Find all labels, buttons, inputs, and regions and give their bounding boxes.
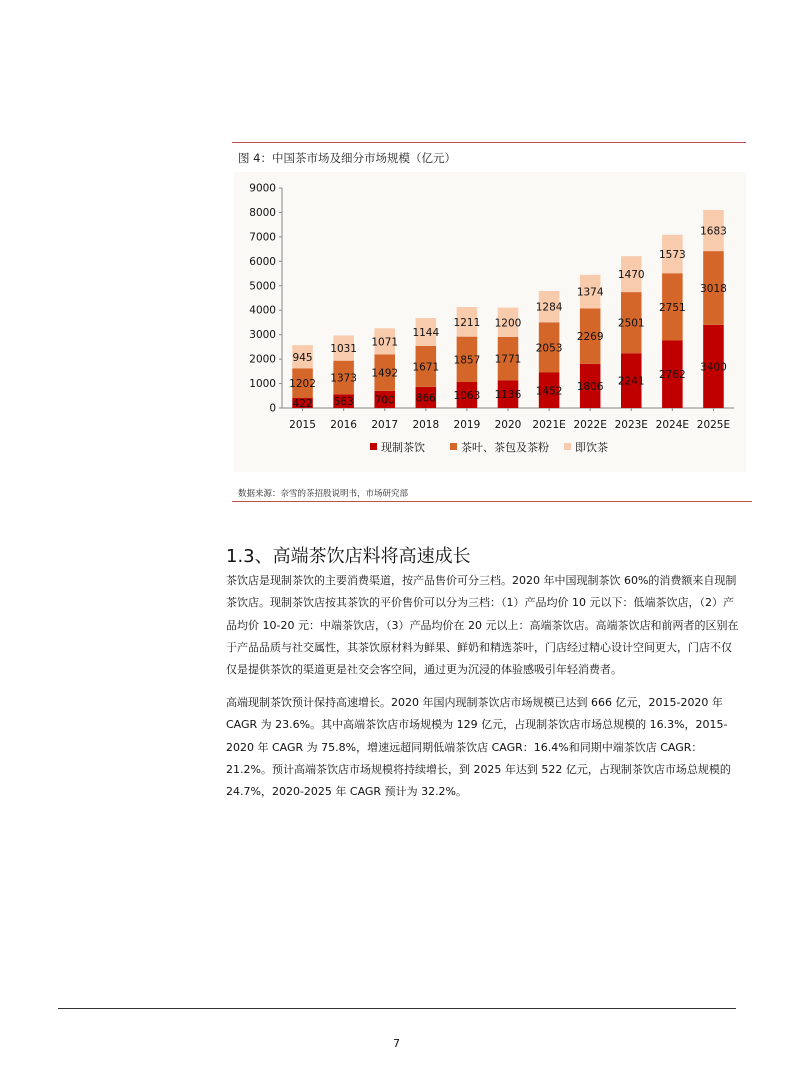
x-tick-label: 2018 (412, 419, 440, 431)
footer-rule (58, 1008, 736, 1009)
x-tick-label: 2020 (494, 419, 522, 431)
legend-label: 茶叶、茶包及茶粉 (461, 441, 549, 454)
paragraph-premium-growth: 高端现制茶饮预计保持高速增长。2020 年国内现制茶饮店市场规模已达到 666 亿元，2015-2020 年 CAGR 为 23.6%。其中高端茶饮店市场规模为 129 亿元，占现制茶饮店市场总规模的 16.3%，2015-2020 年 CAGR 为 75.8%，增速远超同期低端茶饮店 CAGR：16.4%和同期中端茶饮店 CAGR：21.2%。预计高端茶饮店市场规模将持续增长，到 2025 年达到 522 亿元，占现制茶饮店市场总规模的 24.7%，2020-2025 年 CAGR 预计为 32.2%。 (226, 696, 731, 799)
stacked-bar-chart (234, 172, 746, 472)
y-tick-label: 3000 (249, 329, 276, 342)
x-tick-label: 2025E (696, 419, 731, 431)
y-tick-label: 1000 (249, 378, 276, 391)
x-tick-label: 2023E (614, 419, 648, 431)
page-number: 7 (393, 1037, 400, 1050)
data-label: 1671 (412, 361, 440, 374)
data-label: 1452 (535, 385, 563, 398)
data-label: 2751 (658, 301, 686, 314)
data-label: 1373 (330, 372, 358, 385)
data-label: 1857 (453, 354, 481, 367)
data-label: 1771 (494, 353, 522, 366)
y-tick-label: 2000 (249, 353, 276, 366)
data-label: 2053 (535, 342, 563, 355)
paragraph-tea-shop-tiers: 茶饮店是现制茶饮的主要消费渠道，按产品售价可分三档。2020 年中国现制茶饮 60%的消费额来自现制茶饮店。现制茶饮店按其茶饮的平价售价可以分为三档：（1）产品均价 10 元以下：低端茶饮店，（2）产品均价 10-20 元：中端茶饮店，（3）产品均价在 20 元以上：高端茶饮店。高端茶饮店和前两者的区别在于产品品质与社交属性，其茶饮原材料为鲜果、鲜奶和精选茶叶，门店经过精心设计空间更大，门店不仅仅是提供茶饮的渠道更是社交会客空间，通过更为沉浸的体验感吸引年轻消费者。 (226, 574, 739, 677)
data-label: 1806 (576, 380, 604, 393)
data-label: 1202 (289, 377, 316, 390)
x-tick-label: 2016 (330, 419, 358, 431)
data-label: 2269 (576, 331, 604, 344)
data-label: 1284 (535, 301, 563, 314)
y-tick-label: 9000 (249, 182, 276, 195)
legend-swatch (450, 443, 457, 450)
y-tick-label: 8000 (249, 206, 276, 219)
data-label: 1683 (700, 225, 727, 238)
y-tick-label: 7000 (249, 231, 276, 244)
section-title: 1.3、高端茶饮店料将高速成长 (226, 546, 471, 567)
legend-label: 现制茶饮 (381, 441, 425, 454)
figure-title: 图 4：中国茶市场及细分市场规模（亿元） (238, 151, 456, 165)
figure-source: 数据来源：奈雪的茶招股说明书，市场研究部 (238, 489, 409, 499)
data-label: 1071 (371, 336, 399, 349)
legend-swatch (370, 443, 377, 450)
data-label: 2241 (617, 375, 645, 388)
x-tick-label: 2017 (371, 419, 399, 431)
data-label: 3018 (700, 283, 727, 296)
legend-label: 即饮茶 (575, 441, 608, 454)
data-label: 422 (292, 397, 313, 410)
data-label: 1211 (453, 316, 481, 329)
x-tick-label: 2022E (573, 419, 607, 431)
data-label: 1492 (371, 367, 399, 380)
data-label: 1136 (494, 389, 522, 402)
data-label: 1374 (576, 286, 604, 299)
y-tick-label: 0 (269, 402, 276, 415)
data-label: 945 (292, 351, 313, 364)
x-tick-label: 2015 (289, 419, 316, 431)
data-label: 1470 (617, 269, 645, 282)
data-label: 1200 (494, 317, 522, 330)
y-tick-label: 4000 (249, 304, 276, 317)
data-label: 700 (374, 394, 395, 407)
figure-bottom-rule (232, 501, 752, 502)
data-label: 2762 (658, 369, 686, 382)
data-label: 1573 (658, 249, 686, 262)
data-label: 1144 (412, 327, 440, 340)
data-label: 3400 (700, 361, 727, 374)
data-label: 1031 (330, 343, 358, 356)
x-tick-label: 2019 (453, 419, 481, 431)
x-tick-label: 2021E (532, 419, 566, 431)
legend-swatch (564, 443, 571, 450)
figure-top-rule (232, 142, 746, 143)
y-tick-label: 5000 (249, 280, 276, 293)
data-label: 1063 (453, 390, 481, 403)
x-tick-label: 2024E (655, 419, 690, 431)
data-label: 2501 (617, 317, 645, 330)
data-label: 563 (333, 396, 354, 409)
y-tick-label: 6000 (249, 255, 276, 268)
data-label: 866 (415, 392, 436, 405)
